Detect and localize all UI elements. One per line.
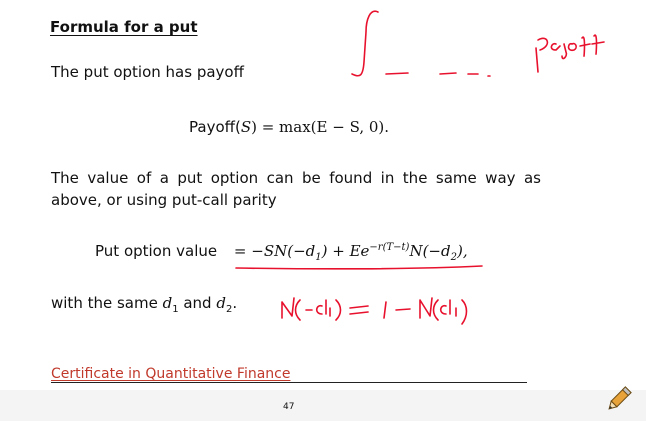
ink-dash-2 bbox=[440, 73, 456, 74]
intro-text: The put option has payoff bbox=[51, 63, 244, 81]
ink-identity bbox=[282, 298, 467, 324]
put-value-sup: −r(T−t) bbox=[369, 242, 410, 253]
ink-payoff-word bbox=[536, 35, 604, 72]
d1-symbol: d bbox=[162, 294, 173, 312]
ink-dash-1 bbox=[386, 73, 408, 74]
put-value-expr-a: −SN(−d bbox=[251, 242, 316, 260]
put-value-label: Put option value bbox=[95, 242, 218, 260]
page-number: 47 bbox=[283, 402, 295, 412]
pencil-icon[interactable] bbox=[604, 384, 634, 414]
put-value-eq: = bbox=[233, 242, 247, 260]
same-d-prefix: with the same bbox=[51, 294, 163, 312]
same-d-text bbox=[51, 294, 237, 315]
put-value-sub2: 2 bbox=[450, 252, 457, 263]
footer-link[interactable]: Certificate in Quantitative Finance bbox=[51, 366, 291, 382]
put-value-sub1: 1 bbox=[315, 252, 322, 263]
put-value-formula bbox=[95, 242, 468, 263]
payoff-lhs: Payoff( bbox=[189, 118, 241, 136]
slide-title: Formula for a put bbox=[50, 18, 198, 36]
ink-underline bbox=[236, 266, 482, 269]
put-value-expr-d: ), bbox=[456, 242, 468, 260]
footer-rule bbox=[51, 382, 527, 383]
same-d-suffix: . bbox=[232, 294, 238, 312]
d1-sub: 1 bbox=[172, 304, 179, 315]
payoff-rhs: ) = max(E − S, 0). bbox=[251, 118, 390, 136]
payoff-formula bbox=[189, 118, 389, 136]
d2-sub: 2 bbox=[225, 304, 233, 315]
put-value-expr-b: ) + Ee bbox=[321, 242, 370, 260]
same-d-and: and bbox=[178, 294, 217, 312]
ink-integral bbox=[352, 11, 378, 76]
put-value-expr-c: N(−d bbox=[409, 242, 451, 260]
parity-paragraph: The value of a put option can be found in the same way as above, or using put-call parity bbox=[51, 169, 541, 209]
bottom-band bbox=[0, 390, 646, 421]
d2-symbol: d bbox=[216, 294, 226, 312]
payoff-var: S bbox=[240, 118, 252, 136]
